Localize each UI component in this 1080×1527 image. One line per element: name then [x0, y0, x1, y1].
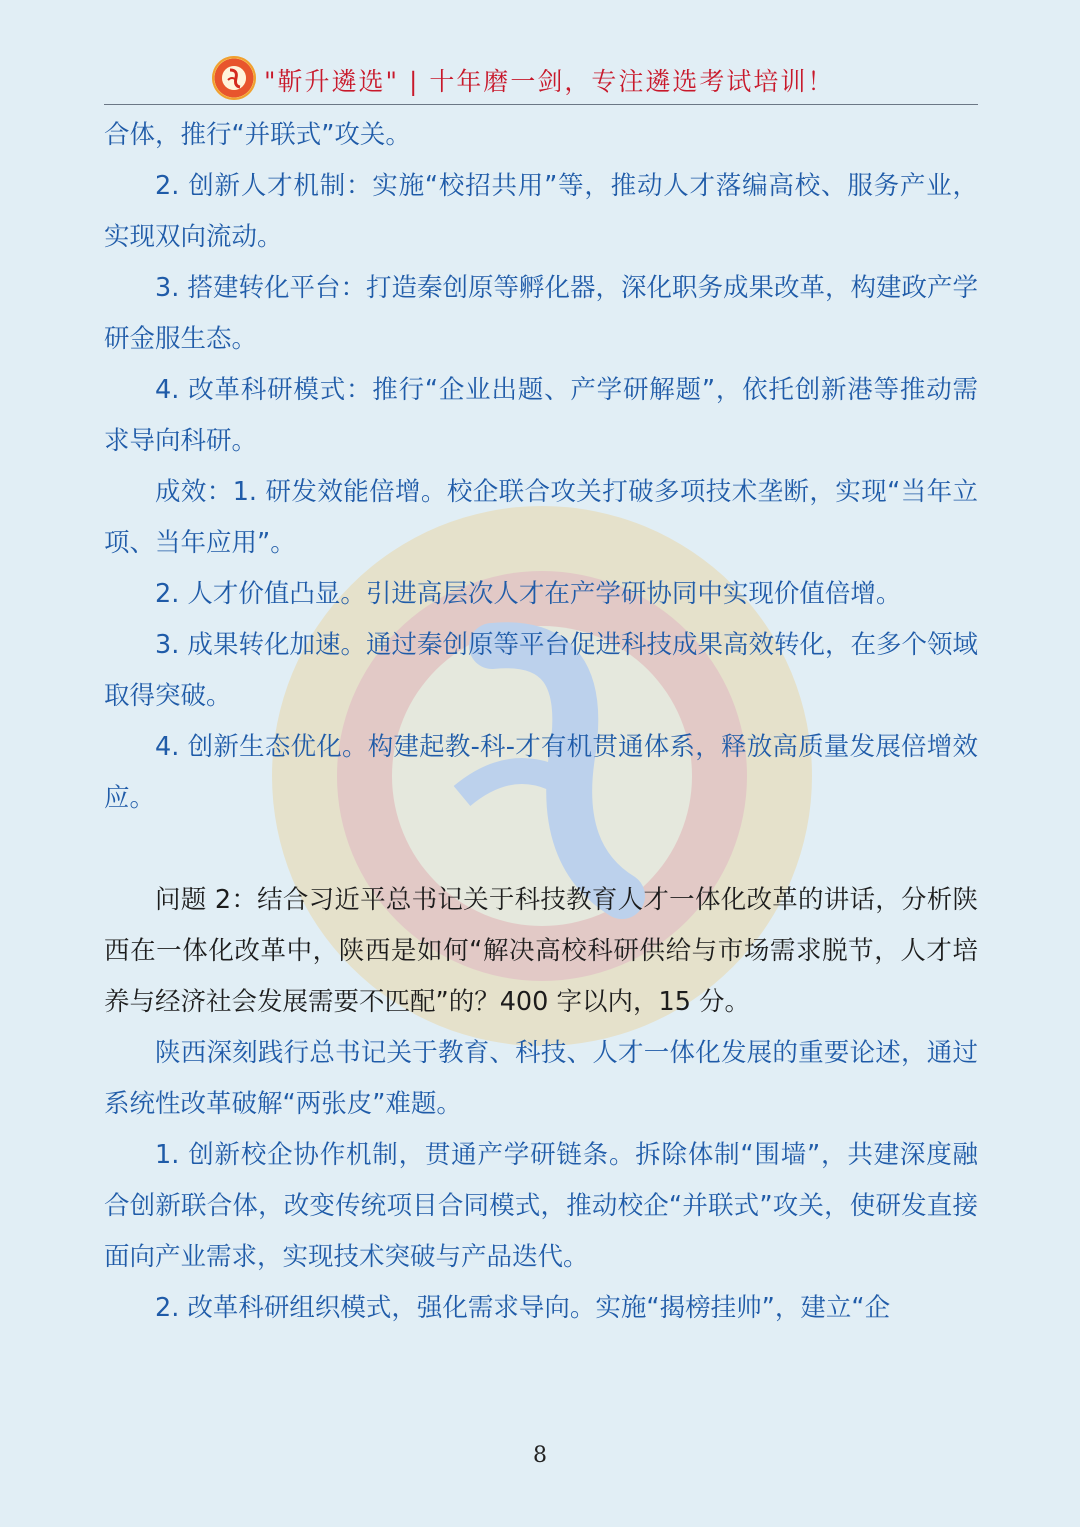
- paragraph: 4. 创新生态优化。构建起教-科-才有机贯通体系，释放高质量发展倍增效应。: [104, 732, 978, 813]
- question-paragraph: 问题 2：结合习近平总书记关于科技教育人才一体化改革的讲话，分析陕西在一体化改革中，陕西是如何“解决高校科研供给与市场需求脱节，人才培养与经济社会发展需要不匹配”的？400 字以内，15 分。: [104, 885, 978, 1017]
- paragraph: 1. 创新校企协作机制，贯通产学研链条。拆除体制“围墙”，共建深度融合创新联合体，改变传统项目合同模式，推动校企“并联式”攻关，使研发直接面向产业需求，实现技术突破与产品迭代。: [104, 1140, 978, 1272]
- paragraph: 3. 搭建转化平台：打造秦创原等孵化器，深化职务成果改革，构建政产学研金服生态。: [104, 273, 978, 354]
- paragraph: 陕西深刻践行总书记关于教育、科技、人才一体化发展的重要论述，通过系统性改革破解“两张皮”难题。: [104, 1038, 978, 1119]
- page-number: 8: [533, 1443, 547, 1468]
- xinsheng-logo-icon: [212, 56, 256, 100]
- paragraph: 成效：1. 研发效能倍增。校企联合攻关打破多项技术垄断，实现“当年立项、当年应用”。: [104, 477, 978, 558]
- paragraph: 2. 人才价值凸显。引进高层次人才在产学研协同中实现价值倍增。: [155, 579, 902, 609]
- document-body: [104, 110, 978, 1334]
- paragraph: 合体，推行“并联式”攻关。: [104, 120, 411, 150]
- paragraph: 2. 创新人才机制：实施“校招共用”等，推动人才落编高校、服务产业，实现双向流动。: [104, 171, 978, 252]
- header-slogan: "靳升遴选" | 十年磨一剑，专注遴选考试培训！: [264, 67, 835, 96]
- page-header: [104, 56, 978, 105]
- paragraph: 4. 改革科研模式：推行“企业出题、产学研解题”，依托创新港等推动需求导向科研。: [104, 375, 978, 456]
- paragraph: 2. 改革科研组织模式，强化需求导向。实施“揭榜挂帅”，建立“企: [155, 1293, 891, 1323]
- paragraph: 3. 成果转化加速。通过秦创原等平台促进科技成果高效转化，在多个领域取得突破。: [104, 630, 978, 711]
